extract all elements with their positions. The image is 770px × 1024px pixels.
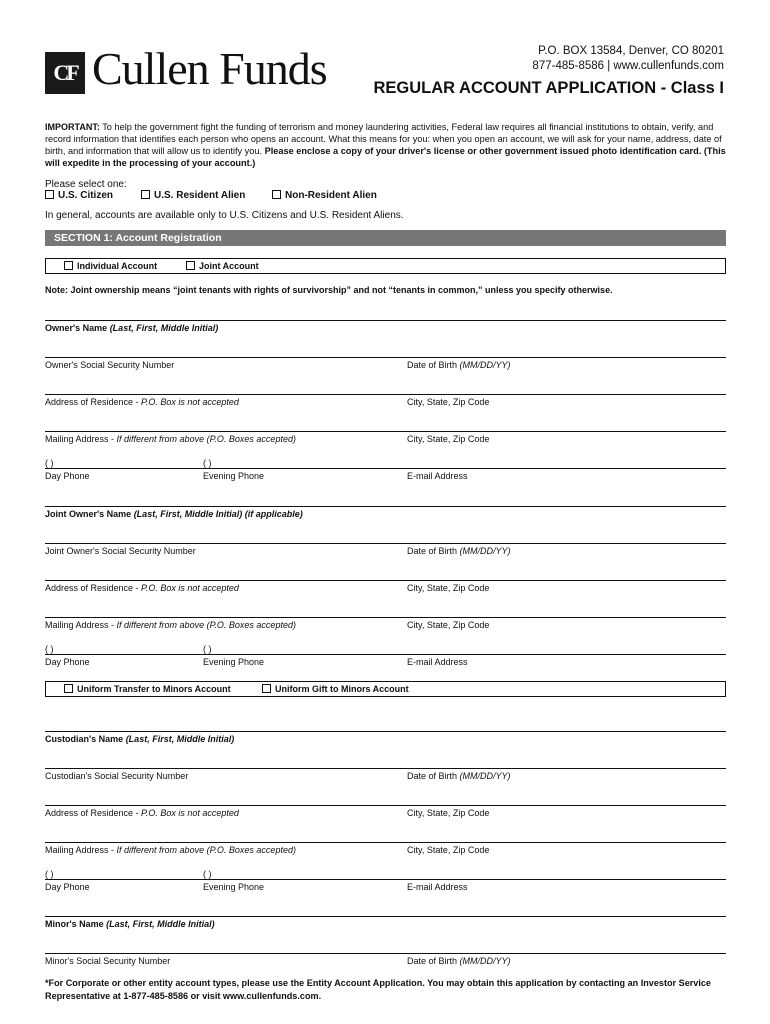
custodian-name-field[interactable] — [45, 731, 726, 732]
section-1-header: SECTION 1: Account Registration — [45, 230, 726, 246]
owner-evening-phone-label: Evening Phone — [203, 471, 265, 481]
owner-ssn-field[interactable] — [45, 357, 726, 358]
custodian-mailing-field[interactable] — [45, 842, 726, 843]
joint-owner-city-label: City, State, Zip Code — [407, 583, 490, 593]
important-text: To help the government fight the funding of terrorism and money laundering activities, Federal law requires all financial institutions to obtain, verify, and record information that identifies each person who opens an account. What this means for you: when you open an account, we will ask for your name, address, date of birth, and information that will allow us to identify you. — [45, 122, 722, 156]
owner-evening-area-code: ( ) — [203, 458, 212, 468]
checkbox-ugma[interactable]: Uniform Gift to Minors Account — [262, 682, 409, 696]
checkbox-utma[interactable]: Uniform Transfer to Minors Account — [64, 682, 231, 696]
checkbox-icon — [64, 261, 73, 270]
checkbox-icon — [262, 684, 271, 693]
custodian-day-area-code: ( ) — [45, 869, 54, 879]
joint-owner-day-area-code: ( ) — [45, 644, 54, 654]
checkbox-icon — [141, 190, 150, 199]
owner-name-field[interactable] — [45, 320, 726, 321]
checkbox-icon — [186, 261, 195, 270]
address-line: P.O. BOX 13584, Denver, CO 80201 — [538, 45, 724, 57]
joint-owner-name-label: Joint Owner's Name (Last, First, Middle Initial) (if applicable) — [45, 509, 303, 519]
minor-ssn-label: Minor's Social Security Number — [45, 956, 171, 966]
checkbox-joint-account[interactable]: Joint Account — [186, 259, 259, 273]
minor-dob-label: Date of Birth (MM/DD/YY) — [407, 956, 511, 966]
contact-line: 877-485-8586 | www.cullenfunds.com — [532, 60, 724, 72]
checkbox-us-resident-alien[interactable]: U.S. Resident Alien — [141, 190, 245, 202]
minor-ssn-field[interactable] — [45, 953, 726, 954]
joint-owner-evening-area-code: ( ) — [203, 644, 212, 654]
custodian-city-label: City, State, Zip Code — [407, 808, 490, 818]
custodian-name-label: Custodian's Name (Last, First, Middle Initial) — [45, 734, 235, 744]
custodian-evening-area-code: ( ) — [203, 869, 212, 879]
joint-owner-day-phone-label: Day Phone — [45, 657, 90, 667]
joint-owner-ssn-field[interactable] — [45, 543, 726, 544]
custodian-evening-phone-label: Evening Phone — [203, 882, 265, 892]
minor-account-type-box — [45, 681, 726, 697]
minor-name-label: Minor's Name (Last, First, Middle Initial) — [45, 919, 215, 929]
citizenship-note: In general, accounts are available only to U.S. Citizens and U.S. Resident Aliens. — [45, 210, 404, 221]
joint-owner-ssn-label: Joint Owner's Social Security Number — [45, 546, 196, 556]
checkbox-icon — [45, 190, 54, 199]
important-notice — [45, 121, 726, 169]
custodian-mailing-label: Mailing Address - If different from above (P.O. Boxes accepted) — [45, 845, 296, 855]
joint-owner-mailing-label: Mailing Address - If different from above (P.O. Boxes accepted) — [45, 620, 296, 630]
important-label: IMPORTANT: — [45, 122, 100, 132]
owner-address-label: Address of Residence - P.O. Box is not accepted — [45, 397, 239, 407]
owner-day-phone-label: Day Phone — [45, 471, 90, 481]
minor-name-field[interactable] — [45, 916, 726, 917]
owner-dob-label: Date of Birth (MM/DD/YY) — [407, 360, 511, 370]
checkbox-individual-account[interactable]: Individual Account — [64, 259, 157, 273]
owner-name-label: Owner's Name (Last, First, Middle Initial) — [45, 323, 219, 333]
footnote: *For Corporate or other entity account types, please use the Entity Account Application. You may obtain this application by contacting an Investor Service Representative at 1-877-485-8586 or visit www.cullenfunds.com. — [45, 978, 711, 1001]
owner-mailing-city-label: City, State, Zip Code — [407, 434, 490, 444]
custodian-dob-label: Date of Birth (MM/DD/YY) — [407, 771, 511, 781]
company-name: Cullen Funds — [92, 43, 327, 94]
important-bold-text: Please enclose a copy of your driver's license or other government issued photo identification card. (This will expedite in the processing of your account.) — [45, 146, 726, 168]
joint-owner-evening-phone-label: Evening Phone — [203, 657, 265, 667]
joint-owner-mailing-city-label: City, State, Zip Code — [407, 620, 490, 630]
custodian-address-label: Address of Residence - P.O. Box is not accepted — [45, 808, 239, 818]
custodian-phone-field[interactable] — [45, 879, 726, 880]
owner-phone-field[interactable] — [45, 468, 726, 469]
joint-owner-address-field[interactable] — [45, 580, 726, 581]
citizenship-prompt: Please select one: — [45, 179, 127, 190]
joint-ownership-note: Note: Joint ownership means “joint tenants with rights of survivorship” and not “tenants in common,” unless you specify otherwise. — [45, 285, 613, 295]
custodian-mailing-city-label: City, State, Zip Code — [407, 845, 490, 855]
checkbox-icon — [64, 684, 73, 693]
custodian-day-phone-label: Day Phone — [45, 882, 90, 892]
joint-owner-address-label: Address of Residence - P.O. Box is not accepted — [45, 583, 239, 593]
owner-ssn-label: Owner's Social Security Number — [45, 360, 175, 370]
owner-day-area-code: ( ) — [45, 458, 54, 468]
owner-email-label: E-mail Address — [407, 471, 468, 481]
joint-owner-email-label: E-mail Address — [407, 657, 468, 667]
owner-city-label: City, State, Zip Code — [407, 397, 490, 407]
joint-owner-phone-field[interactable] — [45, 654, 726, 655]
custodian-ssn-label: Custodian's Social Security Number — [45, 771, 189, 781]
custodian-ssn-field[interactable] — [45, 768, 726, 769]
logo-monogram: CF — [53, 60, 77, 85]
joint-owner-dob-label: Date of Birth (MM/DD/YY) — [407, 546, 511, 556]
joint-owner-mailing-field[interactable] — [45, 617, 726, 618]
account-type-box — [45, 258, 726, 274]
checkbox-us-citizen[interactable]: U.S. Citizen — [45, 190, 113, 202]
owner-mailing-field[interactable] — [45, 431, 726, 432]
owner-mailing-label: Mailing Address - If different from above (P.O. Boxes accepted) — [45, 434, 296, 444]
custodian-address-field[interactable] — [45, 805, 726, 806]
logo-mark — [45, 52, 85, 94]
custodian-email-label: E-mail Address — [407, 882, 468, 892]
joint-owner-name-field[interactable] — [45, 506, 726, 507]
owner-address-field[interactable] — [45, 394, 726, 395]
checkbox-non-resident-alien[interactable]: Non-Resident Alien — [272, 190, 377, 202]
form-title: REGULAR ACCOUNT APPLICATION - Class I — [373, 79, 724, 97]
checkbox-icon — [272, 190, 281, 199]
